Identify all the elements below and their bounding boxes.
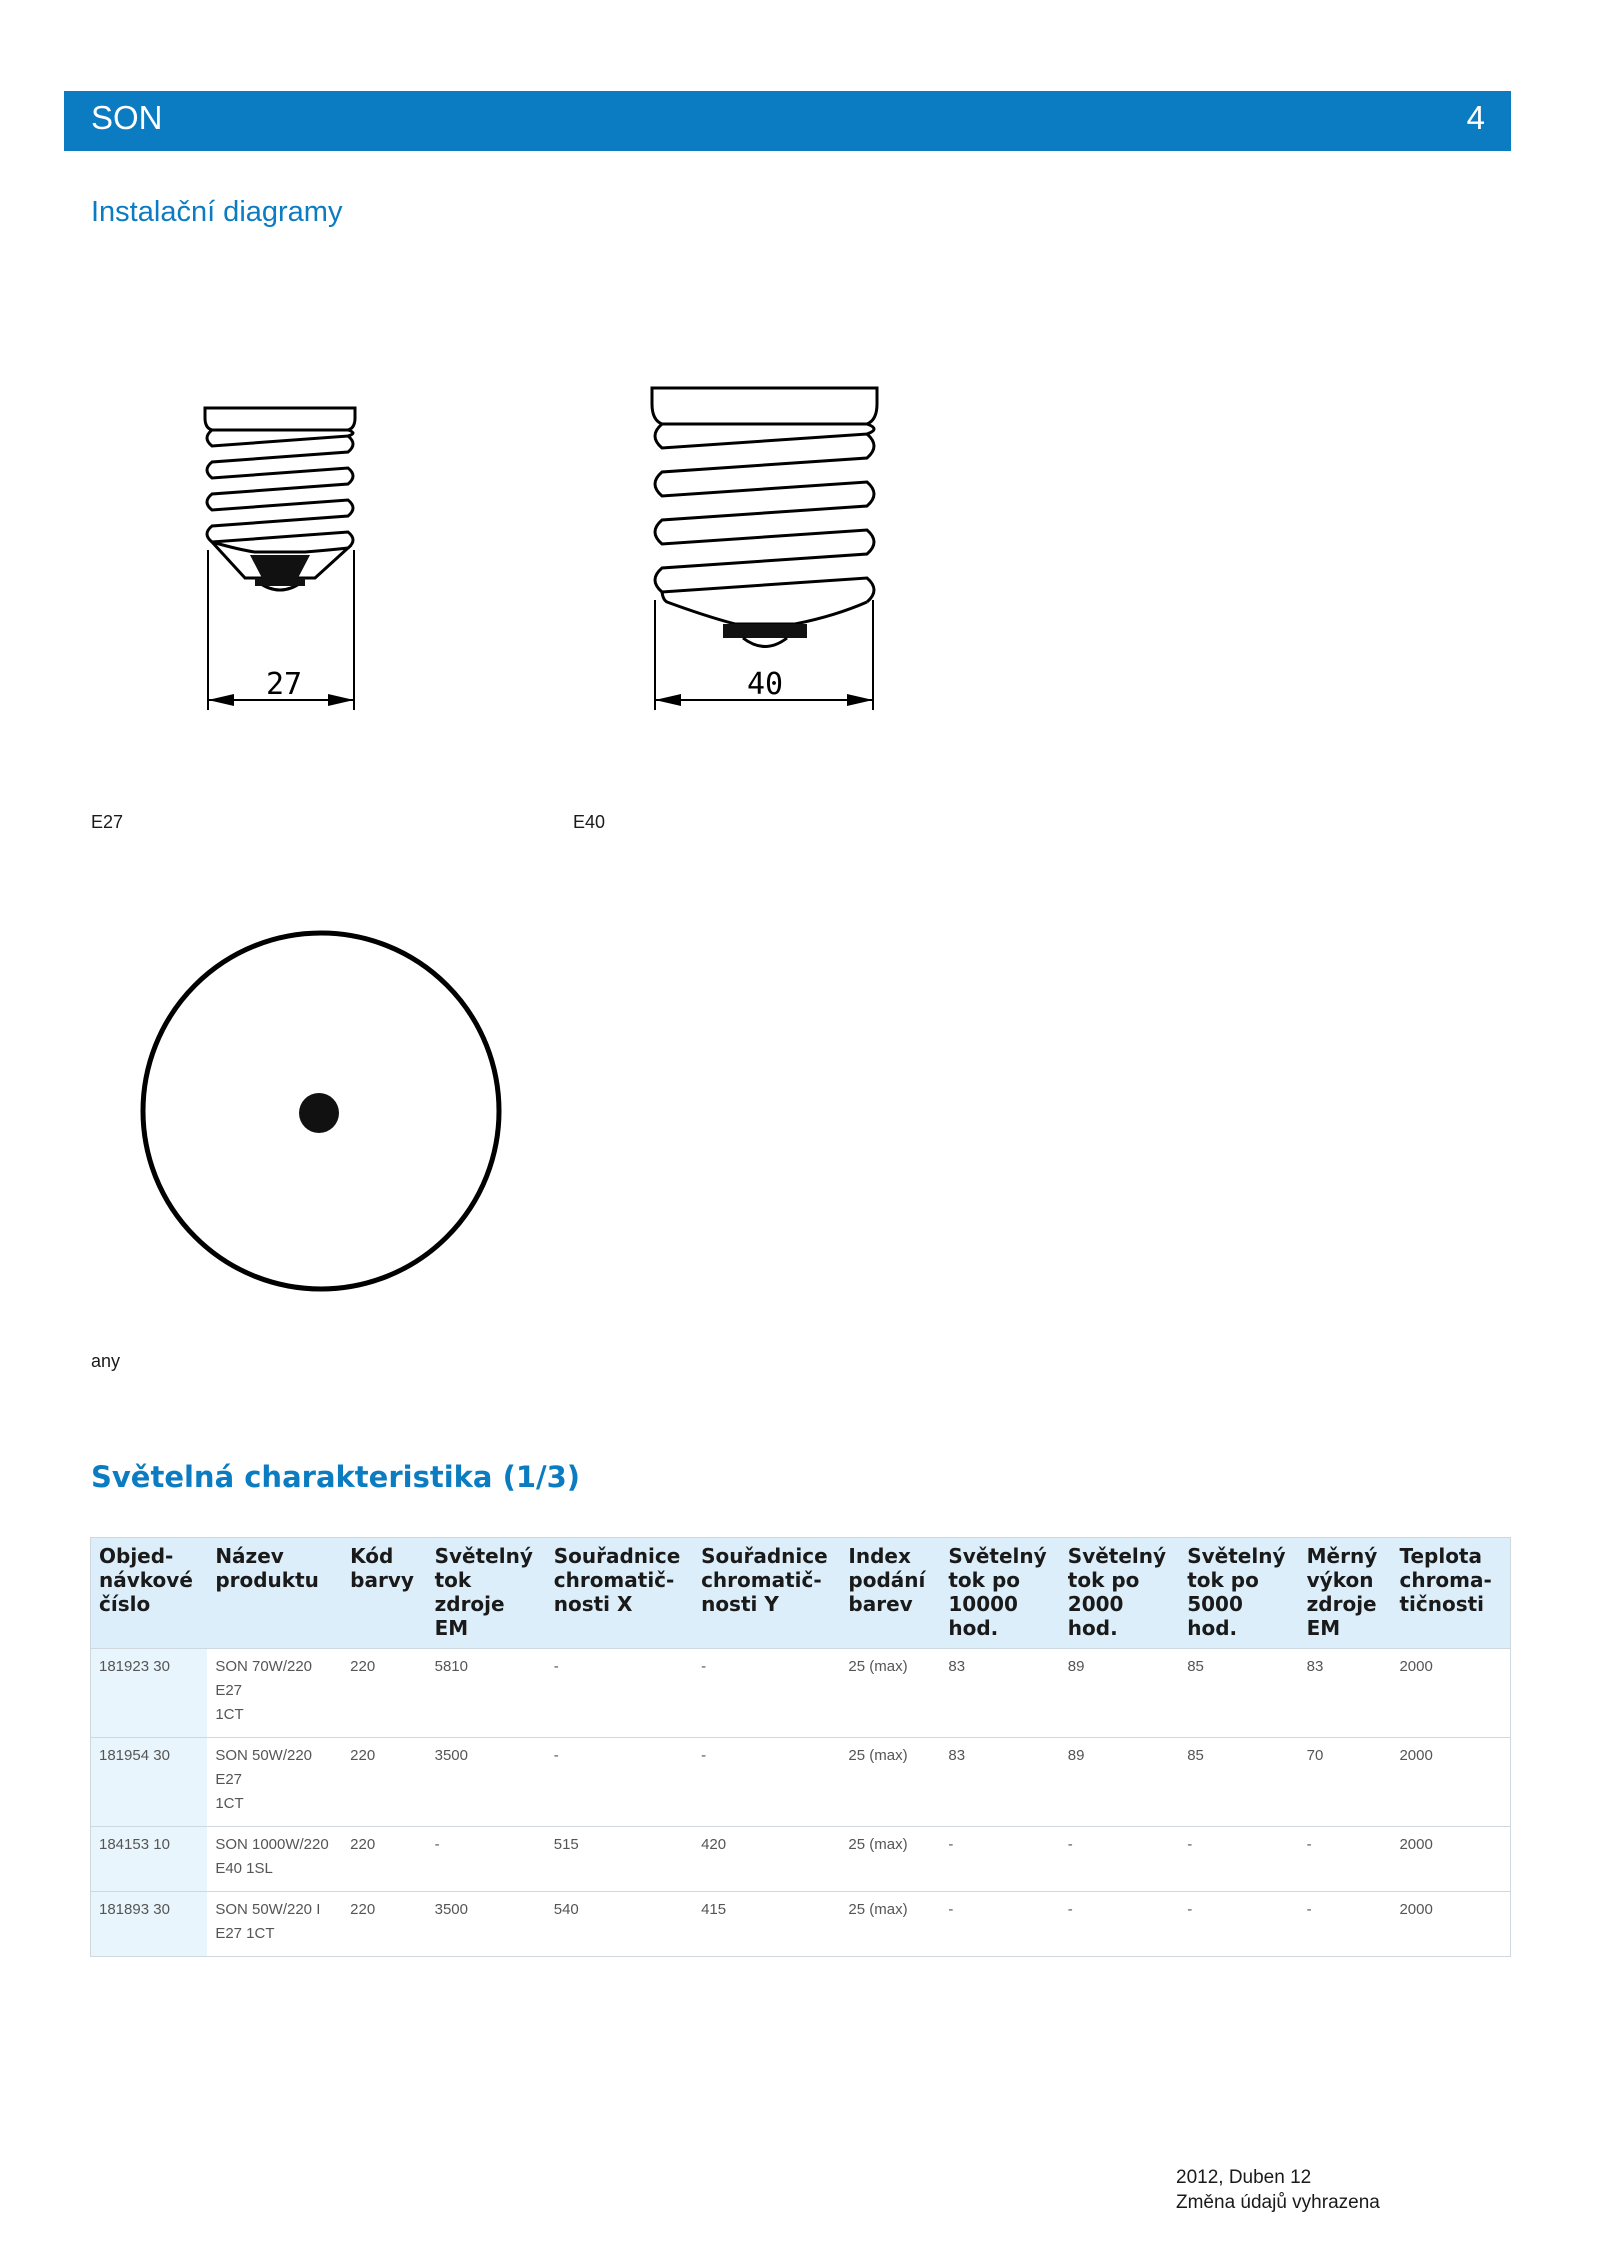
table-row bbox=[91, 1649, 1511, 1738]
table-cell: 70 bbox=[1299, 1738, 1392, 1827]
table-cell: SON 50W/220 I E27 1CT bbox=[207, 1892, 342, 1957]
table-cell: 220 bbox=[342, 1892, 426, 1957]
e27-dimension-label: 27 bbox=[265, 667, 303, 702]
table-cell: 184153 10 bbox=[91, 1827, 208, 1892]
table-cell: 25 (max) bbox=[840, 1892, 940, 1957]
table-cell: 420 bbox=[693, 1827, 840, 1892]
table-cell: SON 50W/220 E27 1CT bbox=[207, 1738, 342, 1827]
table-cell: - bbox=[1299, 1892, 1392, 1957]
footer-note: Změna údajů vyhrazena bbox=[1176, 2192, 1380, 2213]
column-header: Měrný výkon zdroje EM bbox=[1299, 1538, 1392, 1649]
table-cell: - bbox=[940, 1892, 1059, 1957]
table-cell: 181923 30 bbox=[91, 1649, 208, 1738]
page-number: 4 bbox=[1466, 99, 1485, 136]
table-cell: SON 70W/220 E27 1CT bbox=[207, 1649, 342, 1738]
table-cell: 220 bbox=[342, 1738, 426, 1827]
column-header: Světelný tok po 10000 hod. bbox=[940, 1538, 1059, 1649]
table-cell: - bbox=[546, 1649, 693, 1738]
any-caption: any bbox=[91, 1351, 121, 1371]
table-cell: 85 bbox=[1179, 1738, 1298, 1827]
section-title: Instalační diagramy bbox=[91, 196, 343, 228]
any-position-circle bbox=[138, 928, 504, 1294]
e27-caption: E27 bbox=[91, 812, 124, 832]
footer bbox=[1176, 2165, 1380, 2215]
column-header: Objed- návkové číslo bbox=[91, 1538, 208, 1649]
table-cell: 25 (max) bbox=[840, 1649, 940, 1738]
e40-caption: E40 bbox=[573, 812, 606, 832]
table-cell: - bbox=[1299, 1827, 1392, 1892]
table-cell: 5810 bbox=[427, 1649, 546, 1738]
table-cell: - bbox=[1179, 1892, 1298, 1957]
table-cell: 83 bbox=[1299, 1649, 1392, 1738]
light-characteristics-table bbox=[90, 1537, 1511, 1957]
footer-date: 2012, Duben 12 bbox=[1176, 2167, 1312, 2188]
table-row bbox=[91, 1892, 1511, 1957]
table-cell: 25 (max) bbox=[840, 1827, 940, 1892]
table-cell: 220 bbox=[342, 1827, 426, 1892]
column-header: Kód barvy bbox=[342, 1538, 426, 1649]
column-header: Souřadnice chromatič- nosti X bbox=[546, 1538, 693, 1649]
table-cell: - bbox=[693, 1649, 840, 1738]
table-cell: 2000 bbox=[1391, 1892, 1510, 1957]
table-cell: 85 bbox=[1179, 1649, 1298, 1738]
table-cell: - bbox=[427, 1827, 546, 1892]
table-cell: 3500 bbox=[427, 1892, 546, 1957]
table-cell: - bbox=[693, 1738, 840, 1827]
table-cell: - bbox=[1060, 1892, 1179, 1957]
column-header: Světelný tok zdroje EM bbox=[427, 1538, 546, 1649]
table-cell: SON 1000W/220 E40 1SL bbox=[207, 1827, 342, 1892]
table-cell: 181893 30 bbox=[91, 1892, 208, 1957]
table-cell: 220 bbox=[342, 1649, 426, 1738]
table-cell: 89 bbox=[1060, 1738, 1179, 1827]
table-cell: 25 (max) bbox=[840, 1738, 940, 1827]
e40-dimension-label: 40 bbox=[746, 667, 784, 702]
table-title: Světelná charakteristika (1/3) bbox=[91, 1460, 581, 1494]
table-row bbox=[91, 1827, 1511, 1892]
table-cell: 415 bbox=[693, 1892, 840, 1957]
table-header-row bbox=[91, 1538, 1511, 1649]
column-header: Teplota chroma- tičnosti bbox=[1391, 1538, 1510, 1649]
table-cell: 3500 bbox=[427, 1738, 546, 1827]
table-cell: 83 bbox=[940, 1649, 1059, 1738]
table-cell: 2000 bbox=[1391, 1649, 1510, 1738]
table-cell: 181954 30 bbox=[91, 1738, 208, 1827]
table-cell: 540 bbox=[546, 1892, 693, 1957]
table-cell: 2000 bbox=[1391, 1827, 1510, 1892]
column-header: Index podání barev bbox=[840, 1538, 940, 1649]
e40-base-drawing bbox=[645, 380, 885, 720]
table-cell: - bbox=[1179, 1827, 1298, 1892]
e27-base-drawing bbox=[200, 400, 370, 720]
column-header: Souřadnice chromatič- nosti Y bbox=[693, 1538, 840, 1649]
column-header: Světelný tok po 2000 hod. bbox=[1060, 1538, 1179, 1649]
header-bar bbox=[64, 91, 1511, 151]
table-row bbox=[91, 1738, 1511, 1827]
table-cell: 83 bbox=[940, 1738, 1059, 1827]
table-cell: 2000 bbox=[1391, 1738, 1510, 1827]
table-cell: - bbox=[1060, 1827, 1179, 1892]
column-header: Světelný tok po 5000 hod. bbox=[1179, 1538, 1298, 1649]
table-cell: 515 bbox=[546, 1827, 693, 1892]
table-cell: - bbox=[940, 1827, 1059, 1892]
document-title: SON bbox=[91, 99, 163, 136]
column-header: Název produktu bbox=[207, 1538, 342, 1649]
table-cell: - bbox=[546, 1738, 693, 1827]
table-cell: 89 bbox=[1060, 1649, 1179, 1738]
